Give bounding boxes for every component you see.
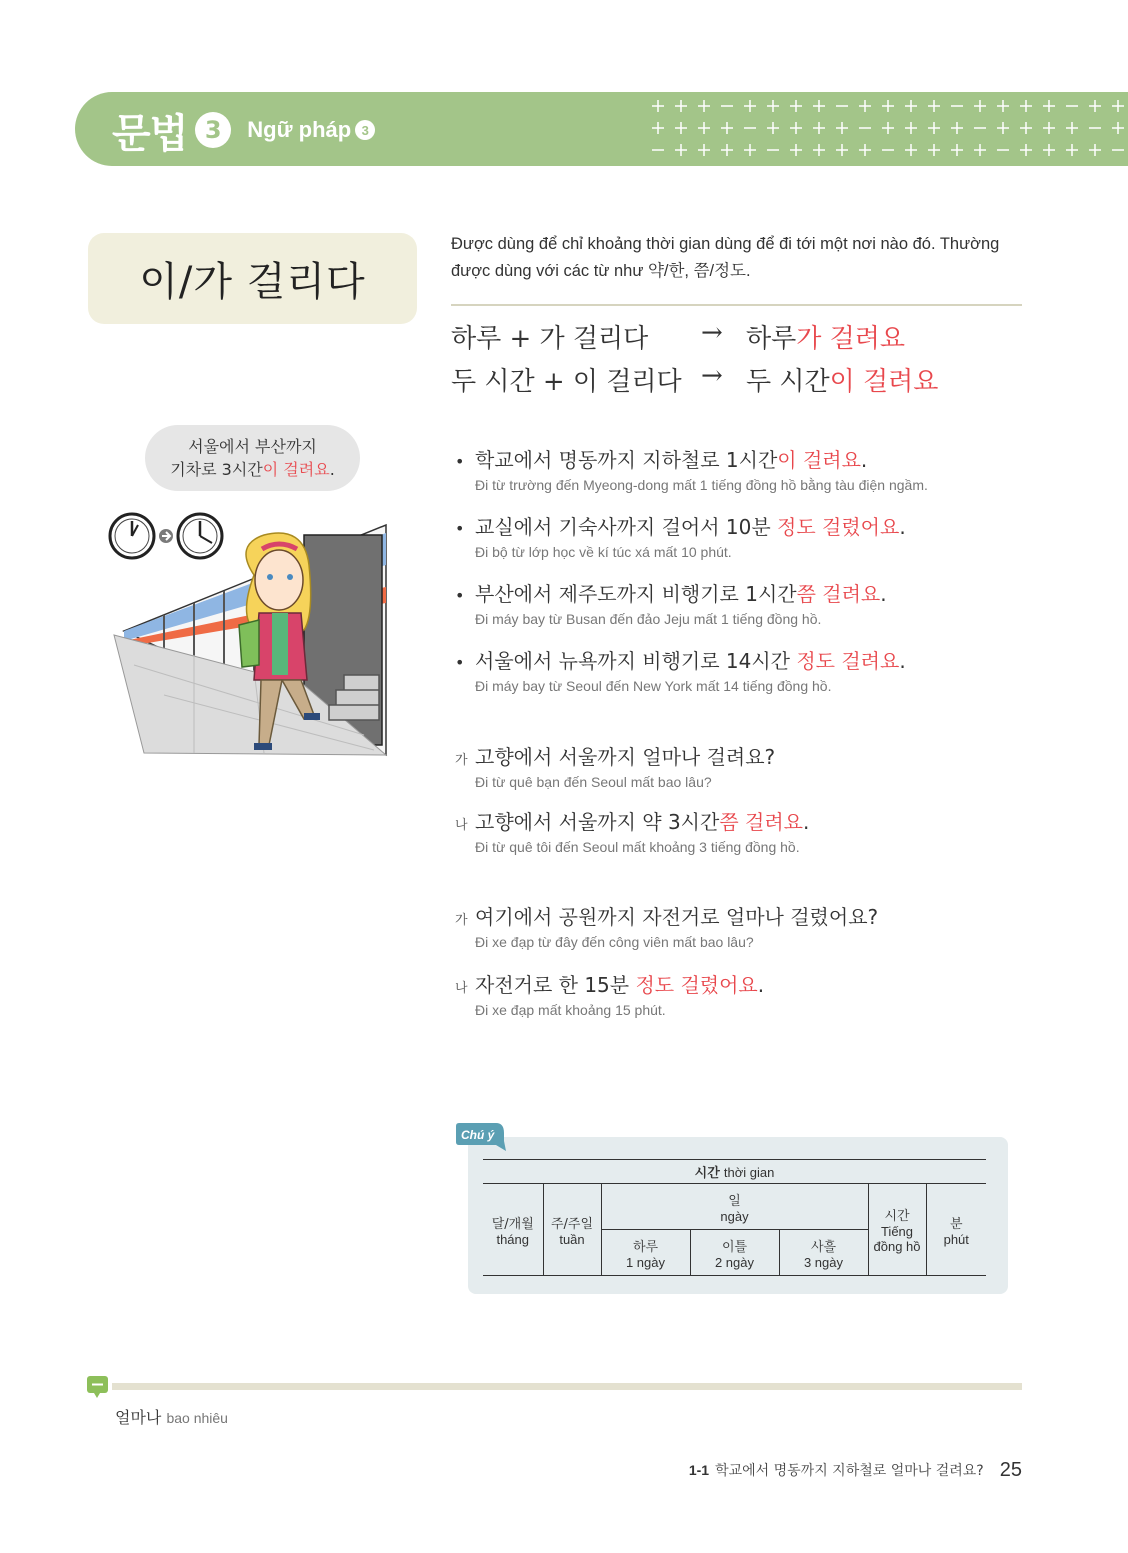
section-number-small-badge: 3 [355, 120, 375, 140]
dialogue-translation: Đi xe đạp mất khoảng 15 phút. [475, 1002, 666, 1018]
example-sentence [455, 445, 1035, 493]
vocab-word: 얼마나 [115, 1408, 162, 1427]
dialogue-highlight: 정도 걸렸어요 [635, 973, 758, 997]
cross-mark [1043, 122, 1055, 134]
bullet: • [455, 452, 465, 471]
divider-rule [451, 304, 1022, 306]
example-sentence [455, 512, 1035, 560]
cross-mark [951, 122, 963, 134]
day-vietnamese: ngày [720, 1208, 749, 1224]
table-title [483, 1160, 986, 1184]
cross-mark [905, 122, 917, 134]
arrow-right-icon [159, 529, 173, 543]
cross-mark [675, 144, 687, 156]
hour-vietnamese-2: đồng hồ [873, 1239, 921, 1254]
cross-mark [974, 100, 986, 112]
cross-mark [767, 100, 779, 112]
dialogue-translation: Đi xe đạp từ đây đến công viên mất bao lâu? [475, 934, 754, 950]
bubble-highlight: 이 걸려요 [262, 460, 330, 479]
bubble-line-1: 서울에서 부산까지 [188, 437, 317, 456]
cross-mark [790, 122, 802, 134]
conjugation-input: 하루 + 가 걸리다 [451, 324, 649, 354]
header-day [601, 1184, 868, 1230]
cross-mark [951, 144, 963, 156]
note-tag-label: Chú ý [461, 1128, 495, 1142]
speaker-mark: 가 [455, 753, 468, 768]
example-sentence [455, 579, 1035, 627]
speaker-mark: 나 [455, 818, 468, 833]
section-title-korean: 문법 [112, 110, 188, 157]
day-cell-korean: 이틀 [721, 1239, 748, 1255]
header-hour [868, 1184, 926, 1276]
explanation-line-2: được dùng với các từ như 약/한, 쯤/정도. [451, 262, 751, 280]
bubble-text: 기차로 3시간 [170, 460, 263, 479]
dialogue-text: 여기에서 공원까지 자전거로 얼마나 걸렸어요? [475, 905, 879, 929]
example-period: . [880, 582, 887, 606]
week-korean: 주/주일 [550, 1216, 594, 1232]
cross-mark [813, 100, 825, 112]
vocab-divider [112, 1383, 1022, 1390]
result-stem: 하루 [746, 324, 797, 354]
example-highlight: 정도 걸렸어요 [777, 515, 900, 539]
day-cell-vietnamese: 1 ngày [625, 1254, 666, 1270]
vocab-item [115, 1405, 228, 1428]
speech-bubble [145, 425, 360, 491]
example-translation: Đi từ trường đến Myeong-dong mất 1 tiếng đồng hồ bằng tàu điện ngầm. [475, 477, 928, 493]
cross-mark [836, 144, 848, 156]
result-ending: 가 걸려요 [796, 324, 905, 354]
arrow-icon: → [701, 318, 723, 348]
cross-pattern-decoration [650, 96, 1128, 162]
cross-mark [882, 100, 894, 112]
dialogue-text: 고향에서 서울까지 얼마나 걸려요? [475, 745, 776, 769]
cross-mark [1112, 122, 1124, 134]
explanation-line-1: Được dùng để chỉ khoảng thời gian dùng để đi tới một nơi nào đó. Thường [451, 235, 1000, 253]
grammar-title: 이/가 걸리다 [139, 259, 366, 305]
example-text: 부산에서 제주도까지 비행기로 1시간 [475, 582, 797, 606]
cross-mark [721, 144, 733, 156]
cross-mark [997, 122, 1009, 134]
dialogue-line [455, 742, 1035, 790]
time-units-table [483, 1159, 986, 1276]
cross-mark [698, 100, 710, 112]
vocab-speech-icon [87, 1376, 108, 1398]
cross-mark [882, 122, 894, 134]
cross-mark [790, 100, 802, 112]
cross-mark [721, 122, 733, 134]
header-month [483, 1184, 543, 1276]
dialogue-line [455, 902, 1035, 950]
example-sentence [455, 646, 1035, 694]
example-text: 학교에서 명동까지 지하철로 1시간 [475, 448, 778, 472]
dialogue-text: 자전거로 한 15분 [475, 973, 636, 997]
dialogue-highlight: 쯤 걸려요 [719, 810, 803, 834]
bubble-period: . [329, 460, 335, 479]
lesson-number: 1-1 [688, 1462, 710, 1478]
header-minute [926, 1184, 986, 1276]
day-cell [690, 1230, 779, 1276]
day-cell-korean: 하루 [632, 1239, 659, 1255]
cross-mark [698, 144, 710, 156]
page-footer [689, 1458, 1022, 1482]
dialogue-period: . [757, 973, 765, 997]
conjugation-line [451, 318, 905, 358]
bullet: • [455, 519, 465, 538]
hour-korean: 시간 [884, 1209, 910, 1224]
lesson-title: 학교에서 명동까지 지하철로 얼마나 걸려요? [715, 1463, 984, 1479]
table-title-korean: 시간 [694, 1166, 720, 1181]
header-week [543, 1184, 601, 1276]
conjugation-result [746, 318, 905, 355]
example-translation: Đi bộ từ lớp học về kí túc xá mất 10 phút. [475, 544, 732, 560]
cross-mark [928, 122, 940, 134]
minute-vietnamese: phút [943, 1231, 969, 1247]
grammar-title-box [88, 233, 417, 324]
speaker-mark: 가 [455, 913, 468, 928]
vocab-meaning: bao nhiêu [166, 1410, 228, 1426]
cross-mark [905, 144, 917, 156]
day-cell-vietnamese: 3 ngày [803, 1254, 844, 1270]
cross-mark [652, 122, 664, 134]
cross-mark [744, 144, 756, 156]
cross-mark [744, 100, 756, 112]
minute-korean: 분 [949, 1216, 963, 1232]
month-vietnamese: tháng [496, 1231, 530, 1247]
month-korean: 달/개월 [491, 1216, 534, 1232]
result-stem: 두 시간 [746, 367, 830, 397]
example-period: . [899, 515, 906, 539]
example-text: 교실에서 기숙사까지 걸어서 10분 [475, 515, 778, 539]
cross-mark [675, 100, 687, 112]
dialogue-period: . [802, 810, 810, 834]
example-text: 서울에서 뉴욕까지 비행기로 14시간 [475, 649, 797, 673]
section-title-vietnamese [247, 117, 375, 143]
hour-vietnamese-1: Tiếng [880, 1224, 914, 1239]
cross-mark [675, 122, 687, 134]
note-tag [456, 1121, 508, 1153]
section-title-vietnamese-text: Ngữ pháp [247, 117, 352, 142]
cross-mark [859, 100, 871, 112]
cross-mark [928, 100, 940, 112]
example-translation: Đi máy bay từ Busan đến đảo Jeju mất 1 tiếng đồng hồ. [475, 611, 822, 627]
example-translation: Đi máy bay từ Seoul đến New York mất 14 tiếng đồng hồ. [475, 678, 832, 694]
cross-mark [813, 144, 825, 156]
example-highlight: 정도 걸려요 [796, 649, 900, 673]
cross-mark [1020, 100, 1032, 112]
cross-mark [1066, 144, 1078, 156]
cross-mark [997, 100, 1009, 112]
cross-mark [1112, 100, 1124, 112]
cross-mark [652, 100, 664, 112]
grammar-explanation [451, 231, 1029, 285]
day-cell [779, 1230, 868, 1276]
bullet: • [455, 586, 465, 605]
dialogue-translation: Đi từ quê bạn đến Seoul mất bao lâu? [475, 774, 712, 790]
cross-mark [1043, 100, 1055, 112]
example-period: . [899, 649, 906, 673]
conjugation-input: 두 시간 + 이 걸리다 [451, 367, 682, 397]
cross-mark [698, 122, 710, 134]
day-cell-vietnamese: 2 ngày [714, 1254, 755, 1270]
cross-mark [767, 122, 779, 134]
clock-after-icon [178, 514, 222, 558]
example-highlight: 이 걸려요 [777, 448, 861, 472]
bullet: • [455, 653, 465, 672]
dialogue-text: 고향에서 서울까지 약 3시간 [475, 810, 720, 834]
conjugation-result [746, 361, 938, 398]
page-number: 25 [999, 1458, 1022, 1481]
week-vietnamese: tuần [559, 1231, 585, 1247]
dialogue-line [455, 970, 1035, 1018]
table-title-vietnamese: thời gian [723, 1165, 775, 1180]
section-number-badge: 3 [195, 112, 231, 148]
section-title [112, 100, 375, 160]
cross-mark [1089, 144, 1101, 156]
day-korean: 일 [728, 1193, 741, 1209]
result-ending: 이 걸려요 [829, 367, 939, 397]
train-platform-illustration [104, 505, 394, 760]
example-period: . [860, 448, 868, 472]
cross-mark [928, 144, 940, 156]
cross-mark [905, 100, 917, 112]
dialogue-line [455, 807, 1035, 855]
cross-mark [813, 122, 825, 134]
cross-mark [1089, 100, 1101, 112]
cross-mark [790, 144, 802, 156]
day-cell-korean: 사흘 [810, 1239, 837, 1255]
example-highlight: 쯤 걸려요 [796, 582, 881, 606]
dialogue-translation: Đi từ quê tôi đến Seoul mất khoảng 3 tiếng đồng hồ. [475, 839, 800, 855]
cross-mark [1066, 122, 1078, 134]
cross-mark [974, 144, 986, 156]
cross-mark [1020, 144, 1032, 156]
conjugation-line [451, 361, 939, 401]
speaker-mark: 나 [455, 981, 468, 996]
clock-before-icon [110, 514, 154, 558]
cross-mark [859, 144, 871, 156]
arrow-icon: → [701, 361, 723, 391]
bubble-line-2 [170, 458, 335, 481]
cross-mark [836, 122, 848, 134]
day-cell [601, 1230, 690, 1276]
cross-mark [1043, 144, 1055, 156]
cross-mark [1020, 122, 1032, 134]
